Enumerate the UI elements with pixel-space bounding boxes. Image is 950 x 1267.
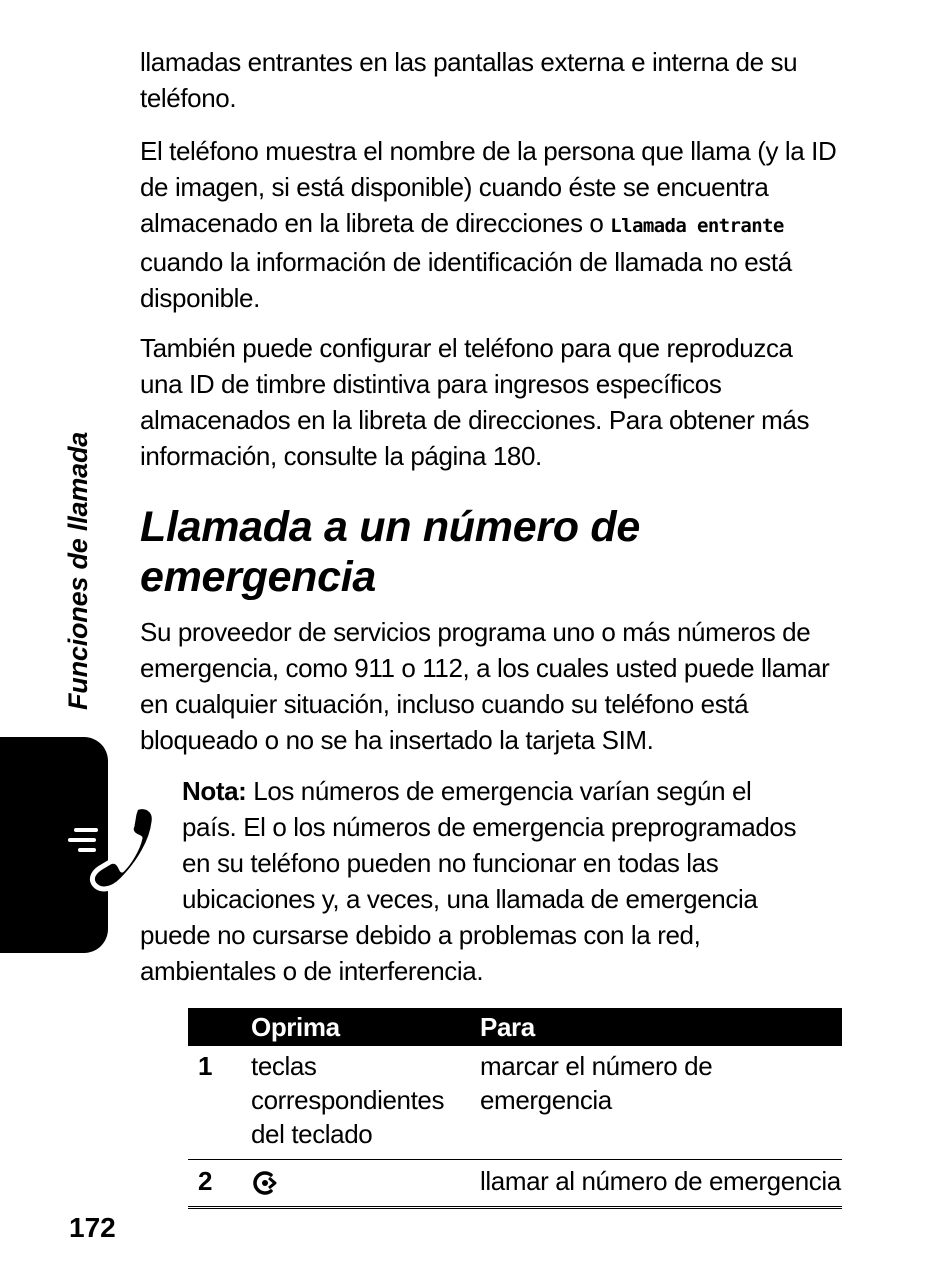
step-action: marcar el número de emergencia [480, 1046, 842, 1160]
note-line: puede no cursarse debido a problemas con la red, [140, 920, 701, 950]
step-press: teclas correspondientes del teclado [251, 1046, 480, 1160]
chapter-side-title: Funciones de llamada [63, 431, 93, 710]
column-header-step [188, 1008, 251, 1046]
note-line: país. El o los números de emergencia preprogramados [182, 812, 797, 842]
paragraph-text: cuando la información de identificación de llamada no está disponible. [140, 247, 792, 313]
section-heading [140, 502, 840, 602]
paragraph-incoming-displays: llamadas entrantes en las pantallas externa e interna de su teléfono. [140, 47, 798, 113]
note-line [182, 776, 751, 806]
paragraph-caller-id [140, 133, 840, 316]
table-header-row [188, 1008, 842, 1046]
table-row [188, 1046, 842, 1160]
paragraph-ringer-id: También puede configurar el teléfono para que reproduzca una ID de timbre distintiva para ingresos específicos almacenados en la libreta de direcciones. Para obtener más información, consulte la página 180. [140, 333, 810, 471]
note-line: ubicaciones y, a veces, una llamada de emergencia [182, 884, 758, 914]
heading-line: Llamada a un número de [140, 503, 640, 551]
column-header-press: Oprima [251, 1008, 480, 1046]
page-number: 172 [69, 1212, 116, 1243]
paragraph-emergency-numbers: Su proveedor de servicios programa uno o más números de emergencia, como 911 o 112, a los cuales usted puede llamar en cualquier situación, incluso cuando su teléfono está bloqueado o no se ha insertado la tarjeta SIM. [140, 617, 830, 755]
note-line: en su teléfono pueden no funcionar en todas las [182, 848, 719, 878]
note-line: ambientales o de interferencia. [140, 956, 484, 986]
heading-line: emergencia [140, 553, 377, 601]
table-row [188, 1160, 842, 1208]
step-number: 2 [188, 1160, 251, 1208]
step-press [251, 1160, 480, 1208]
column-header-to: Para [480, 1008, 842, 1046]
step-action: llamar al número de emergencia [480, 1160, 842, 1208]
step-number: 1 [188, 1046, 251, 1160]
note-label: Nota: [182, 776, 247, 806]
display-term-incoming-call: Llamada entrante [610, 215, 784, 237]
send-key-icon [251, 1169, 279, 1197]
steps-table [188, 1008, 842, 1209]
note-text: Los números de emergencia varían según el [253, 776, 752, 806]
note-block [140, 773, 840, 989]
paragraph-text: El teléfono muestra el nombre de la persona que llama (y la ID de imagen, si está disponible) cuando éste se encuentra almacenado en la libreta de direcciones o [140, 136, 837, 238]
phone-call-icon [66, 800, 162, 892]
